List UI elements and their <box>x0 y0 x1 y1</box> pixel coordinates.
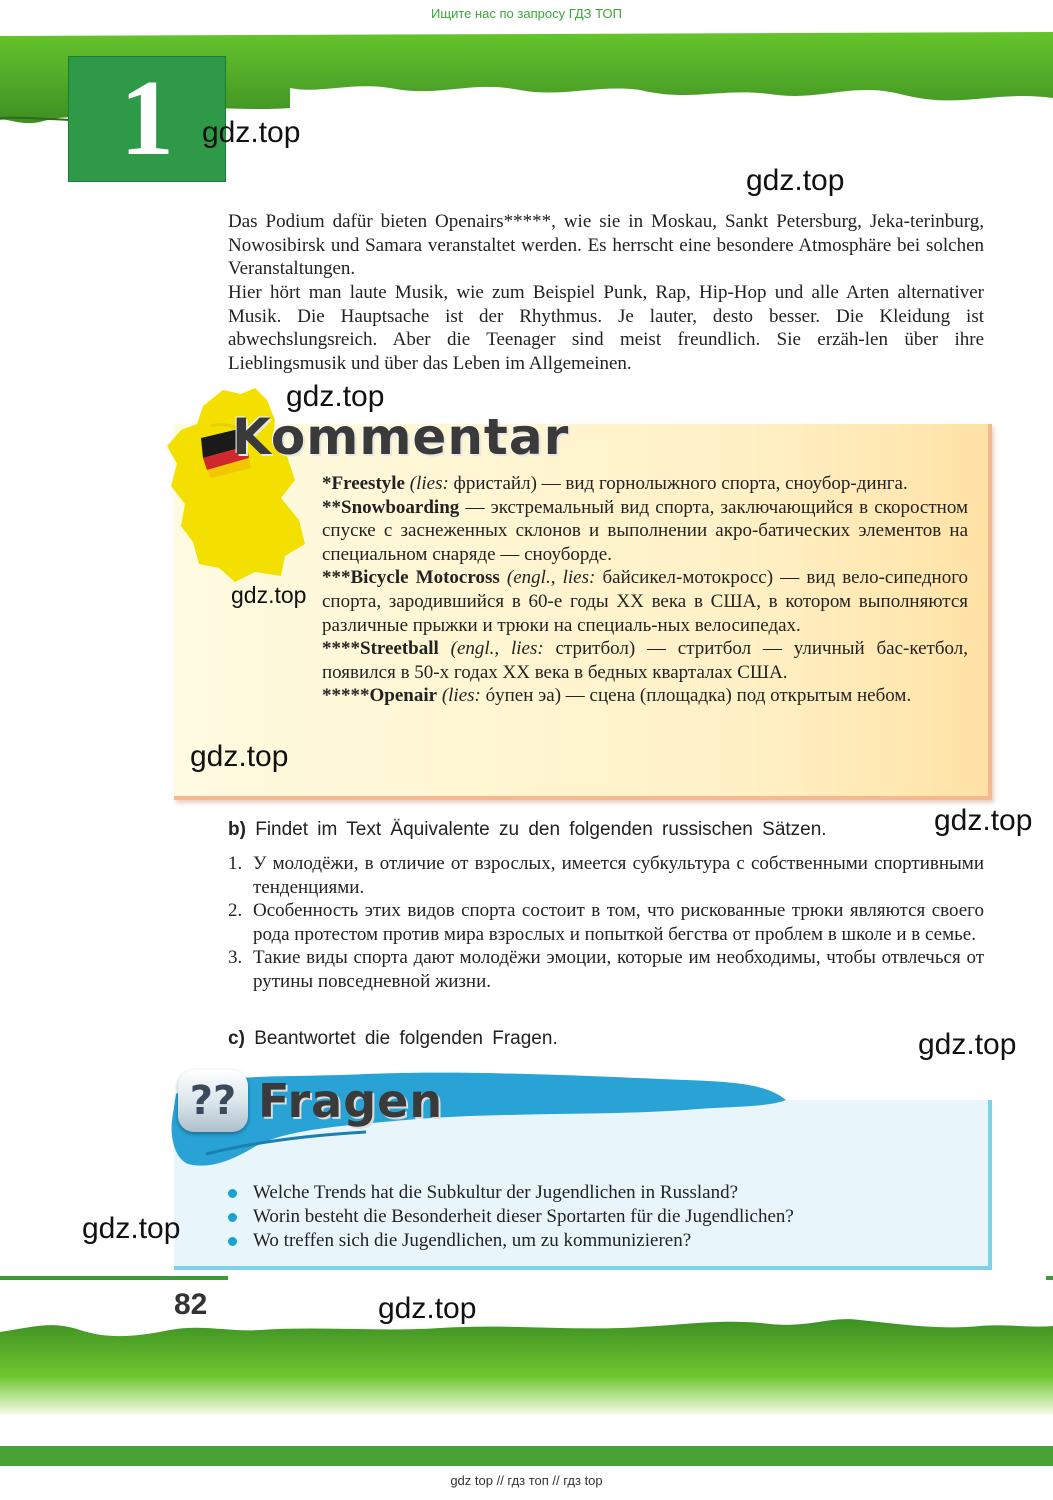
entry-term: ****Streetball <box>322 638 439 660</box>
watermark: gdz.top <box>286 380 385 413</box>
item-text: Такие виды спорта дают молодёжи эмоции, которые им необходимы, чтобы отвлечься от рутины повседневной жизни. <box>253 947 984 992</box>
top-search-banner: Ищите нас по запросу ГДЗ ТОП <box>431 6 622 21</box>
bottom-links[interactable]: gdz top // гдз топ // гдз top <box>450 1473 603 1488</box>
entry-term: *****Openair <box>322 685 438 707</box>
watermark: gdz.top <box>378 1292 477 1325</box>
watermark: gdz.top <box>231 582 307 608</box>
list-item <box>228 1181 988 1205</box>
bullet-icon <box>228 1237 237 1246</box>
entry-note: (lies: <box>409 473 449 494</box>
question-text: Wo treffen sich die Jugendlichen, um zu kommunizieren? <box>253 1230 692 1251</box>
intro-paragraph: Das Podium dafür bieten Openairs*****, wie sie in Moskau, Sankt Petersburg, Jeka-terinburg, Nowosibirsk und Samara veranstaltet werden. Es herrscht eine besondere Atmosphäre bei solchen Veranstaltungen. <box>228 211 984 280</box>
question-text: Welche Trends hat die Subkultur der Jugendlichen in Russland? <box>253 1182 739 1203</box>
entry-text: — экстремальный вид спорта, заключающийся в скоростном спуске с заснеженных склонов и выполнении акро-батических элементов на специальном снаряде — сноуборде. <box>322 496 969 565</box>
entry-text: байсикел-мотокросс) — вид вело-сипедного спорта, зародившийся в 60-е годы XX века в США, в котором выполняются различные прыжки и трюки на специаль-ных велосипедах. <box>322 567 969 636</box>
footer-rule <box>0 1276 228 1280</box>
entry-note: (engl., lies: <box>506 567 596 589</box>
list-item <box>228 1205 988 1229</box>
task-letter: b) <box>228 819 246 840</box>
russian-sentence-list <box>228 852 984 994</box>
task-c-heading <box>228 1028 558 1050</box>
item-number: 1. <box>228 853 243 874</box>
task-label: Findet im Text Äquivalente zu den folgenden russischen Sätzen. <box>255 819 827 840</box>
item-number: 2. <box>228 900 243 922</box>
unit-number: 1 <box>120 59 174 178</box>
task-letter: c) <box>228 1028 245 1049</box>
bullet-icon <box>228 1189 237 1198</box>
kommentar-entry <box>322 472 968 496</box>
entry-text: стритбол) — стритбол — уличный бас-кетбол, появился в 50-х годах XX века в бедных кварталах США. <box>322 638 968 683</box>
kommentar-text <box>322 472 968 708</box>
entry-text: óупен эа) — сцена (площадка) под открытым небом. <box>485 685 912 707</box>
item-text: У молодёжи, в отличие от взрослых, имеется субкультура с собственными спортивными тенденциями. <box>253 853 984 898</box>
task-b-heading <box>228 819 827 841</box>
question-badge-icon <box>178 1070 248 1132</box>
entry-note: (engl., lies: <box>450 638 544 660</box>
watermark: gdz.top <box>202 116 301 149</box>
list-item <box>228 1229 988 1253</box>
footer-rule-right <box>1046 1276 1053 1280</box>
fragen-title: Fragen <box>258 1074 444 1128</box>
task-label: Beantwortet die folgenden Fragen. <box>254 1028 558 1049</box>
bullet-icon <box>228 1213 237 1222</box>
footer-grass-band <box>0 1310 1053 1470</box>
list-item <box>228 946 984 993</box>
watermark: gdz.top <box>934 804 1033 837</box>
entry-note: (lies: <box>441 685 481 707</box>
kommentar-entry <box>322 637 968 684</box>
list-item <box>228 899 984 946</box>
watermark: gdz.top <box>918 1028 1017 1061</box>
question-text: Worin besteht die Besonderheit dieser Sportarten für die Jugendlichen? <box>253 1206 794 1227</box>
item-number: 3. <box>228 947 243 969</box>
kommentar-entry <box>322 496 968 567</box>
entry-term: *Freestyle <box>322 473 405 494</box>
badge-text: ?? <box>189 1078 237 1124</box>
intro-paragraph: Hier hört man laute Musik, wie zum Beispiel Punk, Rap, Hip-Hop und alle Arten alternativer Musik. Die Hauptsache ist der Rhythmus. Je lauter, desto besser. Die Kleidung ist abwechslungsreich. Aber die Teenager sind meist freundlich. Sie erzäh-len über ihre Lieblingsmusik und über das Leben im Allgemeinen. <box>228 282 984 374</box>
entry-text: фристайл) — вид горнолыжного спорта, сноубор-динга. <box>453 473 908 494</box>
watermark: gdz.top <box>82 1212 181 1245</box>
entry-term: ***Bicycle Motocross <box>322 567 500 589</box>
entry-term: **Snowboarding <box>322 496 460 518</box>
watermark: gdz.top <box>746 164 845 197</box>
page-number: 82 <box>174 1288 208 1321</box>
watermark: gdz.top <box>190 740 289 773</box>
kommentar-entry <box>322 684 968 708</box>
list-item <box>228 852 984 899</box>
kommentar-title: Kommentar <box>232 408 570 466</box>
kommentar-entry <box>322 566 968 637</box>
item-text: Особенность этих видов спорта состоит в том, что рискованные трюки являются своего рода протестом против мира взрослых и попыткой бегства от проблем в школе и в семье. <box>253 900 984 945</box>
fragen-list <box>228 1181 988 1253</box>
